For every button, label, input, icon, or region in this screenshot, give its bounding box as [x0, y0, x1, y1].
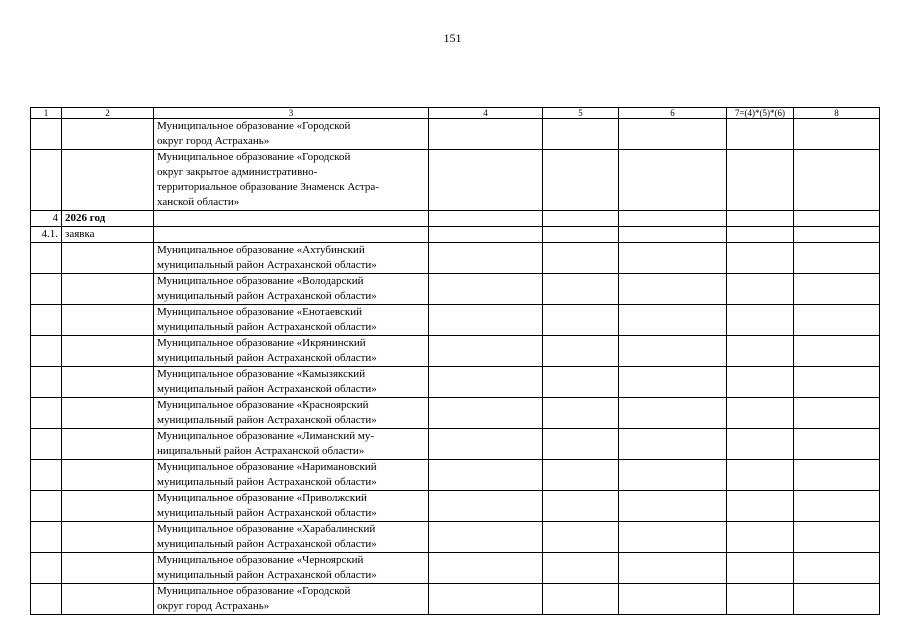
- category-cell: [62, 491, 154, 522]
- subsection-number: 4.1.: [31, 227, 62, 243]
- value-cell-col5: [543, 243, 619, 274]
- section-title: 2026 год: [62, 211, 154, 227]
- table-row: [31, 460, 880, 491]
- municipality-name-cell: Муниципальное образование «Володарский муниципальный район Астраханской области»: [154, 274, 429, 305]
- value-cell-col4: [429, 491, 543, 522]
- section-empty-cell: [619, 211, 727, 227]
- table-row: [31, 150, 880, 211]
- column-header: 2: [62, 108, 154, 119]
- table-row: [31, 429, 880, 460]
- value-cell-col7: [727, 429, 794, 460]
- category-cell: [62, 305, 154, 336]
- value-cell-col4: [429, 429, 543, 460]
- row-number-cell: [31, 460, 62, 491]
- value-cell-col4: [429, 522, 543, 553]
- value-cell-col4: [429, 305, 543, 336]
- category-cell: [62, 274, 154, 305]
- value-cell-col7: [727, 584, 794, 615]
- value-cell-col8: [794, 119, 880, 150]
- column-header: 5: [543, 108, 619, 119]
- subsection-row: [31, 227, 880, 243]
- value-cell-col8: [794, 398, 880, 429]
- table-row: [31, 584, 880, 615]
- column-header: 6: [619, 108, 727, 119]
- value-cell-col8: [794, 522, 880, 553]
- value-cell-col5: [543, 150, 619, 211]
- table-row: [31, 522, 880, 553]
- municipality-name-cell: Муниципальное образование «Камызякский муниципальный район Астраханской области»: [154, 367, 429, 398]
- value-cell-col7: [727, 119, 794, 150]
- value-cell-col6: [619, 336, 727, 367]
- table-row: [31, 274, 880, 305]
- value-cell-col8: [794, 367, 880, 398]
- municipality-name-cell: Муниципальное образование «Енотаевский муниципальный район Астраханской области»: [154, 305, 429, 336]
- column-header: 3: [154, 108, 429, 119]
- value-cell-col8: [794, 553, 880, 584]
- value-cell-col8: [794, 305, 880, 336]
- category-cell: [62, 398, 154, 429]
- value-cell-col6: [619, 553, 727, 584]
- value-cell-col4: [429, 460, 543, 491]
- municipality-name-cell: Муниципальное образование «Черноярский муниципальный район Астраханской области»: [154, 553, 429, 584]
- table-row: [31, 119, 880, 150]
- value-cell-col4: [429, 336, 543, 367]
- municipality-name-cell: Муниципальное образование «Икрянинский муниципальный район Астраханской области»: [154, 336, 429, 367]
- category-cell: [62, 150, 154, 211]
- value-cell-col8: [794, 243, 880, 274]
- value-cell-col5: [543, 429, 619, 460]
- value-cell-col4: [429, 150, 543, 211]
- row-number-cell: [31, 522, 62, 553]
- row-number-cell: [31, 336, 62, 367]
- value-cell-col5: [543, 274, 619, 305]
- page-number: 151: [443, 31, 462, 45]
- row-number-cell: [31, 119, 62, 150]
- subsection-empty-cell: [429, 227, 543, 243]
- row-number-cell: [31, 584, 62, 615]
- row-number-cell: [31, 367, 62, 398]
- section-number: 4: [31, 211, 62, 227]
- value-cell-col8: [794, 429, 880, 460]
- value-cell-col7: [727, 398, 794, 429]
- row-number-cell: [31, 305, 62, 336]
- row-number-cell: [31, 398, 62, 429]
- row-number-cell: [31, 274, 62, 305]
- value-cell-col7: [727, 274, 794, 305]
- value-cell-col5: [543, 398, 619, 429]
- row-number-cell: [31, 243, 62, 274]
- value-cell-col6: [619, 429, 727, 460]
- value-cell-col5: [543, 119, 619, 150]
- value-cell-col8: [794, 491, 880, 522]
- value-cell-col7: [727, 491, 794, 522]
- column-header-row: [31, 108, 880, 119]
- value-cell-col6: [619, 460, 727, 491]
- value-cell-col6: [619, 119, 727, 150]
- value-cell-col8: [794, 150, 880, 211]
- municipality-name-cell: Муниципальное образование «Ахтубинский муниципальный район Астраханской области»: [154, 243, 429, 274]
- category-cell: [62, 553, 154, 584]
- value-cell-col6: [619, 522, 727, 553]
- value-cell-col6: [619, 150, 727, 211]
- section-row: [31, 211, 880, 227]
- value-cell-col4: [429, 398, 543, 429]
- subsection-empty-cell: [794, 227, 880, 243]
- column-header: 1: [31, 108, 62, 119]
- category-cell: [62, 367, 154, 398]
- table-row: [31, 367, 880, 398]
- value-cell-col5: [543, 336, 619, 367]
- value-cell-col5: [543, 367, 619, 398]
- category-cell: [62, 336, 154, 367]
- category-cell: [62, 119, 154, 150]
- value-cell-col6: [619, 243, 727, 274]
- value-cell-col7: [727, 522, 794, 553]
- column-header: 7=(4)*(5)*(6): [727, 108, 794, 119]
- value-cell-col4: [429, 243, 543, 274]
- section-empty-cell: [154, 211, 429, 227]
- value-cell-col5: [543, 460, 619, 491]
- value-cell-col5: [543, 305, 619, 336]
- municipality-name-cell: Муниципальное образование «Городской округ город Астрахань»: [154, 119, 429, 150]
- category-cell: [62, 584, 154, 615]
- category-cell: [62, 429, 154, 460]
- value-cell-col4: [429, 553, 543, 584]
- value-cell-col5: [543, 491, 619, 522]
- table-row: [31, 336, 880, 367]
- value-cell-col6: [619, 274, 727, 305]
- value-cell-col8: [794, 460, 880, 491]
- subsection-empty-cell: [727, 227, 794, 243]
- value-cell-col7: [727, 460, 794, 491]
- subsection-title: заявка: [62, 227, 154, 243]
- subsection-empty-cell: [154, 227, 429, 243]
- municipality-name-cell: Муниципальное образование «Наримановский муниципальный район Астраханской области»: [154, 460, 429, 491]
- category-cell: [62, 522, 154, 553]
- table-row: [31, 243, 880, 274]
- value-cell-col4: [429, 274, 543, 305]
- value-cell-col5: [543, 553, 619, 584]
- value-cell-col8: [794, 274, 880, 305]
- row-number-cell: [31, 491, 62, 522]
- municipality-name-cell: Муниципальное образование «Харабалинский муниципальный район Астраханской области»: [154, 522, 429, 553]
- section-empty-cell: [543, 211, 619, 227]
- table-row: [31, 305, 880, 336]
- subsection-empty-cell: [619, 227, 727, 243]
- category-cell: [62, 460, 154, 491]
- municipality-name-cell: Муниципальное образование «Лиманский му- ниципальный район Астраханской области»: [154, 429, 429, 460]
- value-cell-col7: [727, 553, 794, 584]
- row-number-cell: [31, 150, 62, 211]
- municipality-name-cell: Муниципальное образование «Городской округ город Астрахань»: [154, 584, 429, 615]
- value-cell-col6: [619, 491, 727, 522]
- value-cell-col6: [619, 398, 727, 429]
- value-cell-col4: [429, 119, 543, 150]
- section-empty-cell: [429, 211, 543, 227]
- row-number-cell: [31, 553, 62, 584]
- row-number-cell: [31, 429, 62, 460]
- value-cell-col4: [429, 584, 543, 615]
- value-cell-col5: [543, 522, 619, 553]
- value-cell-col7: [727, 336, 794, 367]
- table-row: [31, 491, 880, 522]
- table-body: [31, 108, 880, 615]
- column-header: 4: [429, 108, 543, 119]
- data-table: [30, 107, 880, 615]
- section-empty-cell: [727, 211, 794, 227]
- value-cell-col7: [727, 305, 794, 336]
- value-cell-col7: [727, 243, 794, 274]
- value-cell-col4: [429, 367, 543, 398]
- section-empty-cell: [794, 211, 880, 227]
- municipality-name-cell: Муниципальное образование «Городской округ закрытое административно- территориальное образование Знаменск Астра- ханской области»: [154, 150, 429, 211]
- municipality-name-cell: Муниципальное образование «Приволжский муниципальный район Астраханской области»: [154, 491, 429, 522]
- value-cell-col8: [794, 584, 880, 615]
- value-cell-col7: [727, 367, 794, 398]
- category-cell: [62, 243, 154, 274]
- value-cell-col6: [619, 584, 727, 615]
- value-cell-col8: [794, 336, 880, 367]
- column-header: 8: [794, 108, 880, 119]
- value-cell-col6: [619, 367, 727, 398]
- table-row: [31, 553, 880, 584]
- value-cell-col7: [727, 150, 794, 211]
- municipality-name-cell: Муниципальное образование «Красноярский муниципальный район Астраханской области»: [154, 398, 429, 429]
- table-row: [31, 398, 880, 429]
- value-cell-col6: [619, 305, 727, 336]
- value-cell-col5: [543, 584, 619, 615]
- subsection-empty-cell: [543, 227, 619, 243]
